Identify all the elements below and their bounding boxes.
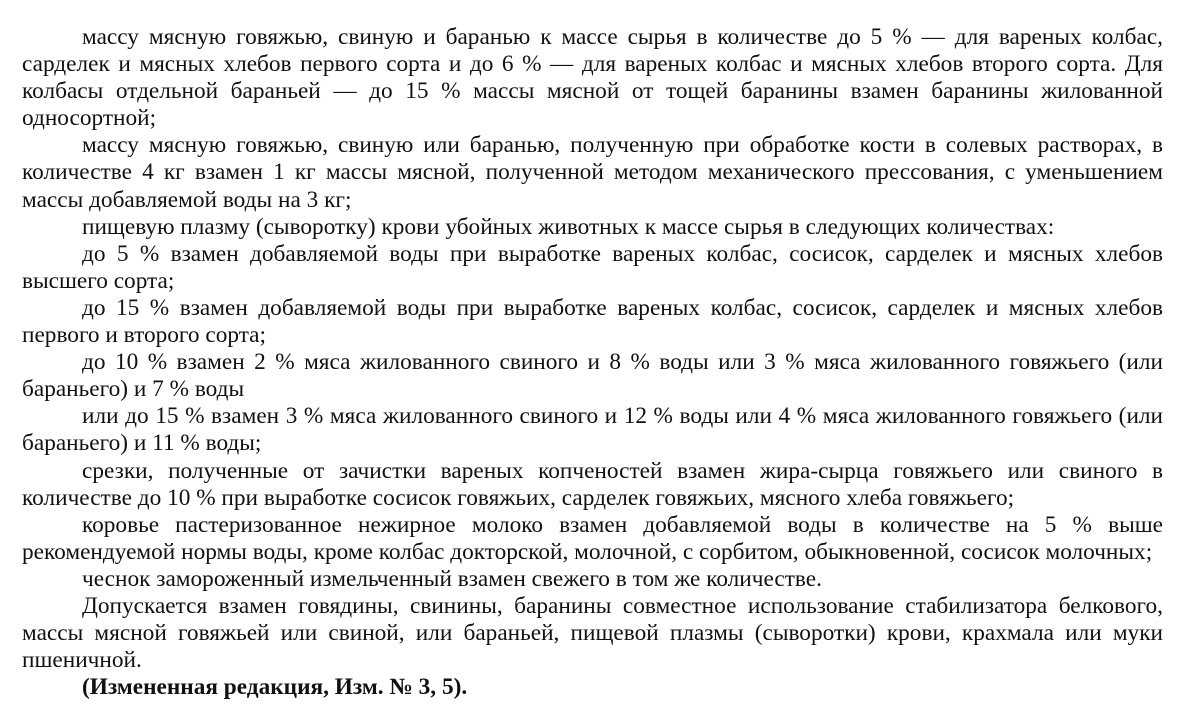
paragraph-trimmings: срезки, полученные от зачистки вареных копченостей взамен жира-сырца говяжьего или свиного в количестве до 10 % при выработке сосисок говяжьих, сарделек говяжьих, мясного хлеба говяжьего; [22,457,1163,511]
paragraph-skim-milk: коровье пастеризованное нежирное молоко взамен добавляемой воды в количестве на 5 % выше рекомендуемой нормы воды, кроме колбас докторской, молочной, с сорбитом, обыкновенной, сосисок молочных; [22,511,1163,565]
paragraph-plasma-5-percent: до 5 % взамен добавляемой воды при выработке вареных колбас, сосисок, сарделек и мясных хлебов высшего сорта; [22,240,1163,294]
paragraph-meat-mass-bone-processing: массу мясную говяжью, свиную или баранью, полученную при обработке кости в солевых растворах, в количестве 4 кг взамен 1 кг массы мясной, полученной методом механического прессования, с уменьшением массы добавляемой воды на 3 кг; [22,132,1163,213]
paragraph-blood-plasma-intro: пищевую плазму (сыворотку) крови убойных животных к массе сырья в следующих количествах: [82,213,1055,240]
paragraph-plasma-or-15-percent: или до 15 % взамен 3 % мяса жилованного свиного и 12 % воды или 4 % мяса жилованного говяжьего (или бараньего) и 11 % воды; [22,403,1163,457]
amendment-note: (Измененная редакция, Изм. № 3, 5). [82,674,468,701]
paragraph-meat-mass-sausages: массу мясную говяжью, свиную и баранью к массе сырья в количестве до 5 % — для вареных колбас, сарделек и мясных хлебов первого сорта и до 6 % — для вареных колбас и мясных хлебов второго сорта. Для колбасы отдельной бараньей — до 15 % массы мясной от тощей баранины взамен баранины жилованной односортной; [22,24,1163,132]
paragraph-frozen-garlic: чеснок замороженный измельченный взамен свежего в том же количестве. [82,565,822,592]
paragraph-plasma-10-percent: до 10 % взамен 2 % мяса жилованного свиного и 8 % воды или 3 % мяса жилованного говяжьего (или бараньего) и 7 % воды [22,349,1163,403]
paragraph-plasma-15-percent: до 15 % взамен добавляемой воды при выработке вареных колбас, сосисок, сарделек и мясных хлебов первого и второго сорта; [22,294,1163,349]
paragraph-allowed-substitution: Допускается взамен говядины, свинины, баранины совместное использование стабилизатора белкового, массы мясной говяжьей или свиной, или бараньей, пищевой плазмы (сыворотки) крови, крахмала или муки пшеничной. [22,592,1163,674]
document-page [22,24,1163,701]
